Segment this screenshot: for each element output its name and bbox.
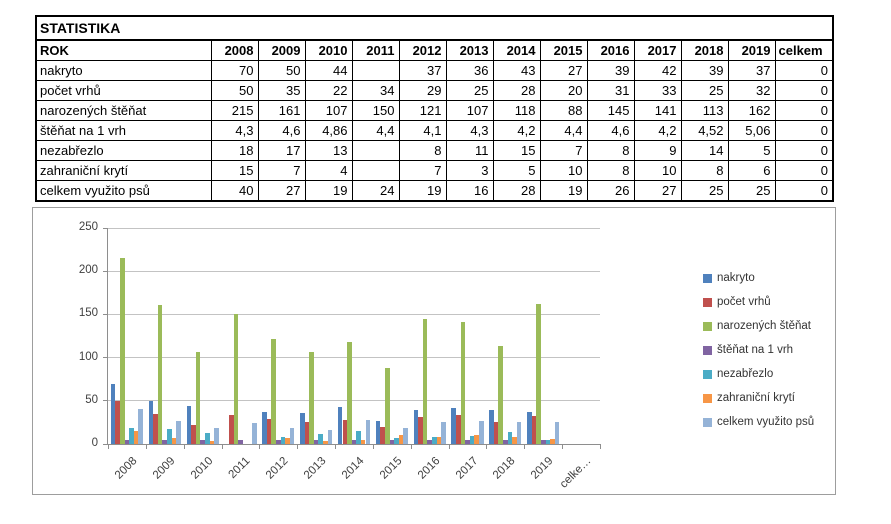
value-cell: 161 [258, 101, 305, 121]
value-cell: 7 [540, 141, 587, 161]
value-cell: 107 [446, 101, 493, 121]
value-cell: 44 [305, 61, 352, 81]
column-header-cell: celkem [775, 40, 833, 61]
row-label-cell: nezabřezlo [36, 141, 211, 161]
table-row [36, 161, 833, 181]
column-header-cell: 2010 [305, 40, 352, 61]
value-cell: 0 [775, 121, 833, 141]
legend-label: štěňat na 1 vrh [717, 344, 794, 356]
value-cell: 19 [305, 181, 352, 202]
table-row [36, 61, 833, 81]
value-cell: 4,1 [399, 121, 446, 141]
value-cell: 5 [728, 141, 775, 161]
value-cell: 0 [775, 161, 833, 181]
value-cell: 70 [211, 61, 258, 81]
x-axis-tick [297, 444, 298, 449]
value-cell: 0 [775, 181, 833, 202]
y-axis-label: 200 [78, 264, 98, 277]
legend-label: narozených štěňat [717, 320, 811, 332]
chart-bar [461, 322, 466, 444]
x-axis-tick [562, 444, 563, 449]
value-cell: 9 [634, 141, 681, 161]
value-cell [352, 161, 399, 181]
value-cell: 28 [493, 181, 540, 202]
bar-chart [32, 207, 836, 495]
row-label-cell: celkem využito psů [36, 181, 211, 202]
column-header-cell: 2014 [493, 40, 540, 61]
value-cell: 19 [399, 181, 446, 202]
chart-bar [441, 422, 446, 444]
x-axis-label: 2008 [112, 455, 140, 482]
value-cell: 35 [258, 81, 305, 101]
legend-color-swatch [703, 298, 712, 307]
value-cell: 141 [634, 101, 681, 121]
gridline [108, 357, 600, 358]
chart-bar [498, 346, 503, 444]
value-cell: 27 [540, 61, 587, 81]
value-cell: 0 [775, 101, 833, 121]
table-row [36, 81, 833, 101]
value-cell: 3 [446, 161, 493, 181]
value-cell: 26 [587, 181, 634, 202]
value-cell: 28 [493, 81, 540, 101]
row-label-cell: nakryto [36, 61, 211, 81]
value-cell: 88 [540, 101, 587, 121]
legend-item [703, 416, 814, 428]
value-cell: 50 [258, 61, 305, 81]
value-cell: 22 [305, 81, 352, 101]
x-axis-tick [373, 444, 374, 449]
legend-label: celkem využito psů [717, 416, 815, 428]
y-axis-line [107, 228, 108, 445]
chart-bar [271, 339, 276, 444]
value-cell: 11 [446, 141, 493, 161]
legend-label: zahraniční krytí [717, 392, 795, 404]
x-axis-tick [222, 444, 223, 449]
x-axis-label: 2016 [415, 455, 443, 482]
value-cell: 25 [446, 81, 493, 101]
value-cell: 14 [681, 141, 728, 161]
chart-bar [290, 428, 295, 444]
value-cell: 10 [540, 161, 587, 181]
value-cell: 150 [352, 101, 399, 121]
value-cell: 5 [493, 161, 540, 181]
value-cell: 43 [493, 61, 540, 81]
chart-bar [385, 368, 390, 444]
chart-bar [176, 421, 181, 444]
chart-bar [403, 428, 408, 444]
chart-bar [252, 423, 257, 444]
value-cell: 37 [399, 61, 446, 81]
chart-bar [238, 440, 243, 444]
legend-color-swatch [703, 274, 712, 283]
column-header-cell: 2009 [258, 40, 305, 61]
column-header-cell: 2016 [587, 40, 634, 61]
x-axis-label: 2012 [264, 455, 291, 482]
x-axis-tick [600, 444, 601, 449]
x-axis-tick [146, 444, 147, 449]
x-axis-tick [449, 444, 450, 449]
value-cell: 18 [211, 141, 258, 161]
value-cell: 20 [540, 81, 587, 101]
x-axis-tick [411, 444, 412, 449]
x-axis-tick [184, 444, 185, 449]
chart-bar [328, 430, 333, 444]
value-cell: 8 [587, 161, 634, 181]
chart-bar [423, 319, 428, 444]
y-axis-label: 100 [78, 350, 98, 363]
gridline [108, 271, 600, 272]
x-axis-label: 2014 [339, 455, 367, 482]
column-header-cell: 2018 [681, 40, 728, 61]
value-cell: 4,3 [446, 121, 493, 141]
chart-bar [309, 352, 314, 444]
legend-item [703, 272, 755, 284]
x-axis-tick [486, 444, 487, 449]
x-axis-label: 2018 [491, 455, 518, 482]
row-header-label: ROK [36, 40, 211, 61]
value-cell: 0 [775, 81, 833, 101]
value-cell: 15 [211, 161, 258, 181]
value-cell: 29 [399, 81, 446, 101]
y-axis-label: 50 [85, 393, 98, 406]
row-label-cell: zahraniční krytí [36, 161, 211, 181]
chart-bar [158, 305, 163, 444]
value-cell: 24 [352, 181, 399, 202]
x-axis-label: 2017 [453, 455, 481, 482]
chart-bar [120, 258, 125, 444]
value-cell: 4,4 [352, 121, 399, 141]
x-axis-label: 2013 [302, 455, 329, 482]
value-cell: 15 [493, 141, 540, 161]
value-cell: 36 [446, 61, 493, 81]
value-cell: 42 [634, 61, 681, 81]
value-cell: 39 [587, 61, 634, 81]
value-cell: 145 [587, 101, 634, 121]
legend-item [703, 392, 795, 404]
chart-bar [536, 304, 541, 444]
x-axis-label: celke… [557, 455, 594, 491]
chart-bar [366, 420, 371, 444]
value-cell: 39 [681, 61, 728, 81]
value-cell: 162 [728, 101, 775, 121]
value-cell: 25 [681, 81, 728, 101]
row-label-cell: štěňat na 1 vrh [36, 121, 211, 141]
legend-item [703, 344, 793, 356]
value-cell: 7 [399, 161, 446, 181]
legend-color-swatch [703, 418, 712, 427]
chart-bar [555, 422, 560, 444]
value-cell: 4,86 [305, 121, 352, 141]
chart-bar [214, 428, 219, 444]
chart-bar [196, 352, 201, 444]
value-cell: 4,2 [634, 121, 681, 141]
value-cell: 17 [258, 141, 305, 161]
statistics-table [35, 15, 834, 202]
row-label-cell: počet vrhů [36, 81, 211, 101]
value-cell: 10 [634, 161, 681, 181]
value-cell: 118 [493, 101, 540, 121]
gridline [108, 314, 600, 315]
value-cell: 32 [728, 81, 775, 101]
chart-bar [517, 422, 522, 444]
column-header-cell: 2008 [211, 40, 258, 61]
legend-label: nezabřezlo [717, 368, 774, 380]
chart-bar [234, 314, 239, 444]
x-axis-line [108, 444, 600, 445]
row-label-cell: narozených štěňat [36, 101, 211, 121]
value-cell: 34 [352, 81, 399, 101]
value-cell: 25 [728, 181, 775, 202]
table-row [36, 121, 833, 141]
y-axis-label: 250 [78, 221, 98, 233]
value-cell: 37 [728, 61, 775, 81]
value-cell: 50 [211, 81, 258, 101]
column-header-cell: 2012 [399, 40, 446, 61]
value-cell: 4,2 [493, 121, 540, 141]
chart-bar [138, 409, 143, 444]
value-cell: 0 [775, 61, 833, 81]
table-row [36, 181, 833, 202]
value-cell: 5,06 [728, 121, 775, 141]
x-axis-tick [108, 444, 109, 449]
value-cell: 113 [681, 101, 728, 121]
legend-item [703, 368, 773, 380]
value-cell [352, 61, 399, 81]
value-cell: 6 [728, 161, 775, 181]
y-axis-label: 150 [78, 307, 98, 320]
value-cell: 107 [305, 101, 352, 121]
x-axis-label: 2009 [150, 455, 178, 482]
value-cell: 25 [681, 181, 728, 202]
x-axis-tick [524, 444, 525, 449]
value-cell: 4,52 [681, 121, 728, 141]
x-axis-label: 2019 [529, 455, 556, 482]
column-header-cell: 2011 [352, 40, 399, 61]
legend-color-swatch [703, 322, 712, 331]
value-cell: 4,6 [258, 121, 305, 141]
legend-color-swatch [703, 370, 712, 379]
table-header-row [36, 40, 833, 61]
column-header-cell: 2013 [446, 40, 493, 61]
table-row [36, 141, 833, 161]
column-header-cell: 2015 [540, 40, 587, 61]
x-axis-tick [259, 444, 260, 449]
x-axis-label: 2011 [226, 455, 253, 481]
legend-color-swatch [703, 394, 712, 403]
value-cell: 13 [305, 141, 352, 161]
value-cell: 0 [775, 141, 833, 161]
chart-bar [479, 421, 484, 444]
value-cell [352, 141, 399, 161]
table-row [36, 101, 833, 121]
legend-color-swatch [703, 346, 712, 355]
value-cell: 33 [634, 81, 681, 101]
y-axis-label: 0 [91, 437, 98, 449]
value-cell: 7 [258, 161, 305, 181]
value-cell: 31 [587, 81, 634, 101]
value-cell: 8 [587, 141, 634, 161]
value-cell: 4 [305, 161, 352, 181]
value-cell: 8 [681, 161, 728, 181]
column-header-cell: 2017 [634, 40, 681, 61]
legend-label: počet vrhů [717, 296, 771, 308]
gridline [108, 228, 600, 229]
legend-label: nakryto [717, 272, 755, 284]
value-cell: 19 [540, 181, 587, 202]
table-title: STATISTIKA [36, 16, 833, 40]
chart-bar [347, 342, 352, 444]
x-axis-tick [335, 444, 336, 449]
value-cell: 27 [634, 181, 681, 202]
x-axis-label: 2010 [188, 455, 216, 482]
value-cell: 27 [258, 181, 305, 202]
value-cell: 16 [446, 181, 493, 202]
value-cell: 4,3 [211, 121, 258, 141]
value-cell: 121 [399, 101, 446, 121]
value-cell: 8 [399, 141, 446, 161]
gridline [108, 400, 600, 401]
value-cell: 215 [211, 101, 258, 121]
column-header-cell: 2019 [728, 40, 775, 61]
legend-item [703, 320, 811, 332]
legend-item [703, 296, 771, 308]
value-cell: 4,6 [587, 121, 634, 141]
value-cell: 40 [211, 181, 258, 202]
value-cell: 4,4 [540, 121, 587, 141]
x-axis-label: 2015 [377, 455, 405, 482]
